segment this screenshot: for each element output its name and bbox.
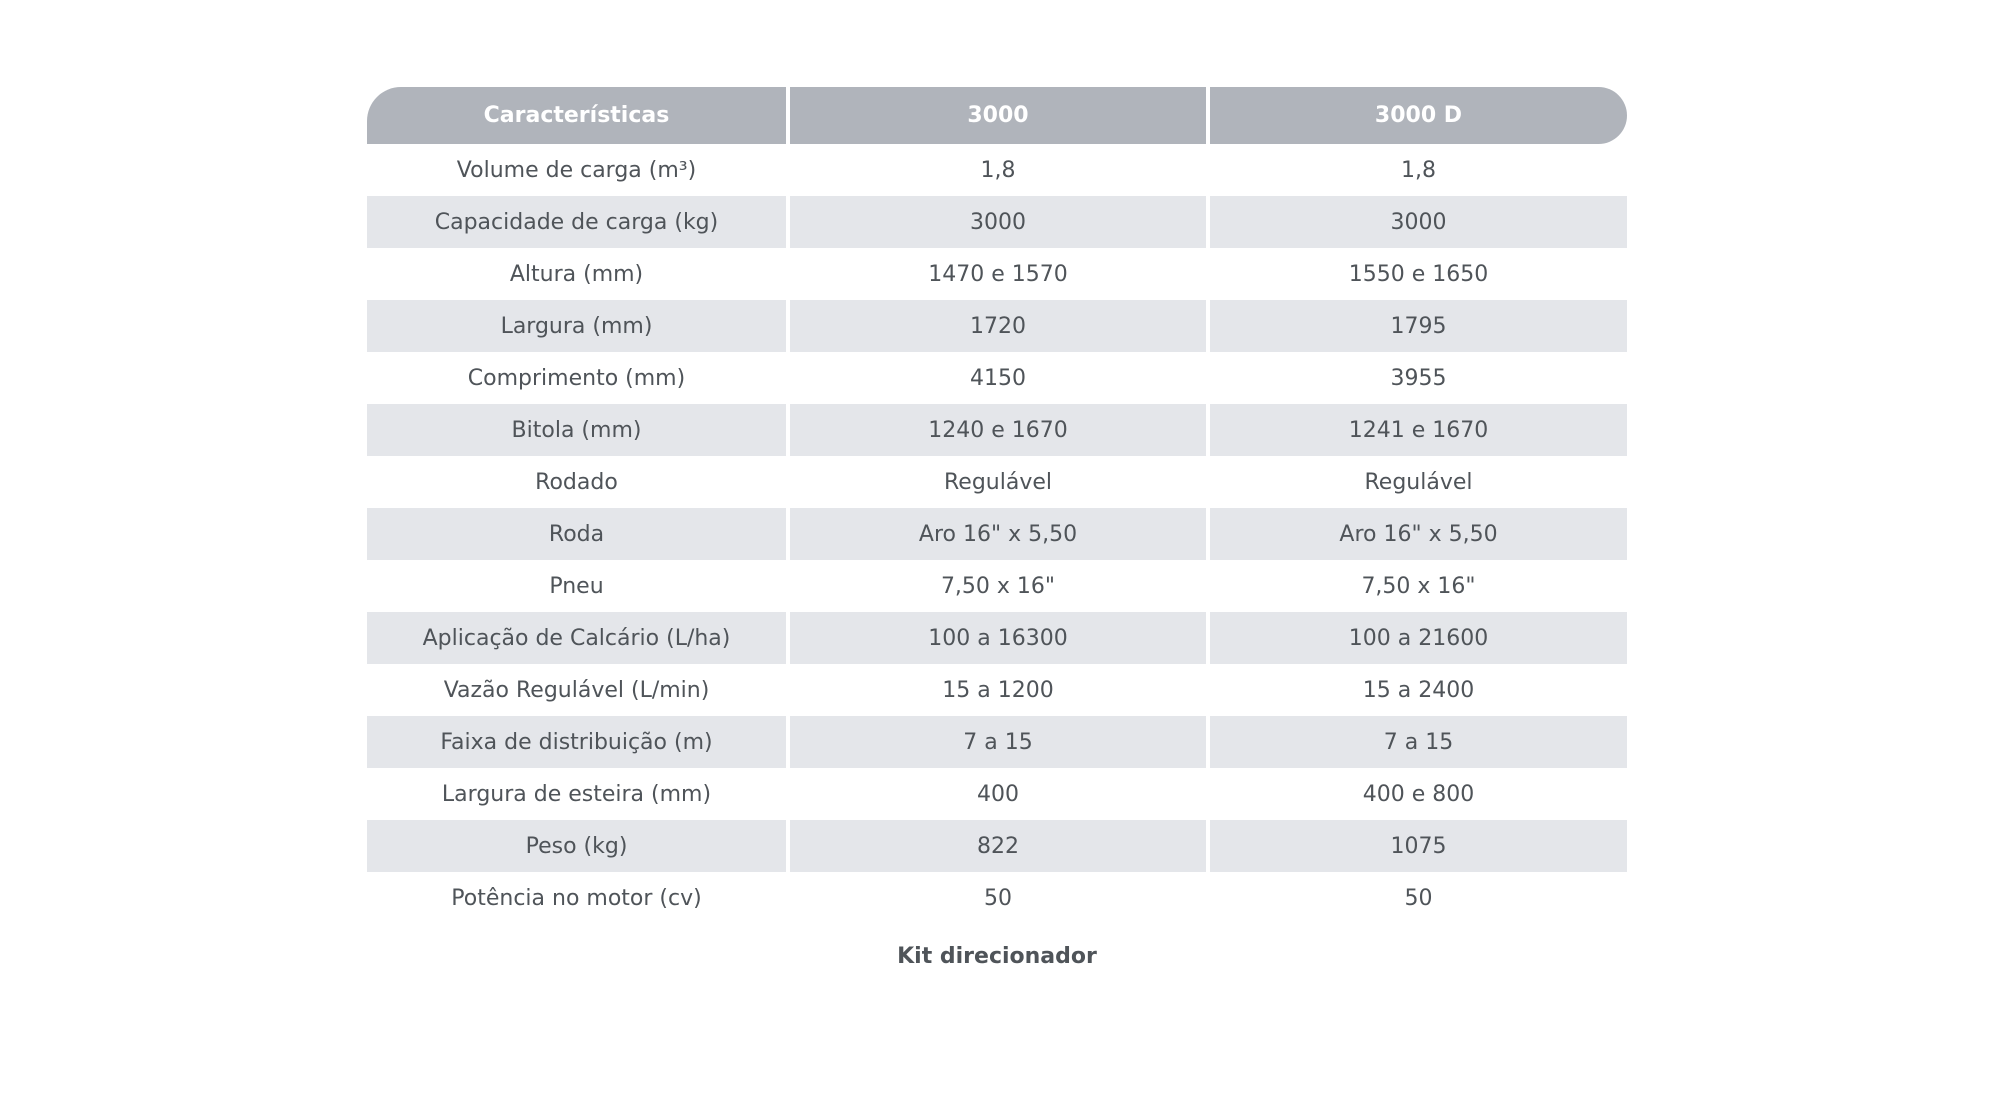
header-cell-model-3000: 3000	[790, 87, 1206, 144]
row-label: Potência no motor (cv)	[451, 885, 702, 911]
row-value-3000d: 100 a 21600	[1210, 612, 1627, 664]
row-label: Peso (kg)	[367, 820, 786, 872]
row-value-3000d: 1075	[1210, 820, 1627, 872]
table-row	[367, 456, 1627, 508]
row-value-3000d: 1,8	[1401, 157, 1436, 183]
row-value-3000: 3000	[790, 196, 1206, 248]
table-row	[367, 300, 1627, 352]
row-value-3000d: 400 e 800	[1362, 781, 1475, 807]
row-label: Pneu	[549, 573, 604, 599]
row-label: Vazão Regulável (L/min)	[443, 677, 710, 703]
row-label: Capacidade de carga (kg)	[367, 196, 786, 248]
row-value-3000d: 50	[1404, 885, 1433, 911]
row-value-3000d: Regulável	[1364, 469, 1473, 495]
table-row	[367, 404, 1627, 456]
header-cell-characteristics: Características	[367, 87, 786, 144]
header-cell-model-3000d: 3000 D	[1210, 87, 1627, 144]
table-row	[367, 820, 1627, 872]
row-value-3000d: 7,50 x 16"	[1361, 573, 1476, 599]
spec-table	[367, 87, 1627, 924]
row-value-3000: 1240 e 1670	[790, 404, 1206, 456]
row-value-3000d: 7 a 15	[1210, 716, 1627, 768]
row-label: Comprimento (mm)	[467, 365, 686, 391]
row-value-3000: 100 a 16300	[790, 612, 1206, 664]
table-row	[367, 196, 1627, 248]
table-row	[367, 612, 1627, 664]
row-value-3000d: 1241 e 1670	[1210, 404, 1627, 456]
row-value-3000: 1470 e 1570	[928, 261, 1068, 287]
row-label: Bitola (mm)	[367, 404, 786, 456]
row-value-3000: Regulável	[943, 469, 1052, 495]
table-row	[367, 248, 1627, 300]
row-value-3000: 400	[977, 781, 1019, 807]
row-label: Roda	[367, 508, 786, 560]
row-label: Largura de esteira (mm)	[441, 781, 712, 807]
row-value-3000: 15 a 1200	[942, 677, 1054, 703]
row-label: Altura (mm)	[509, 261, 644, 287]
row-value-3000: 7,50 x 16"	[940, 573, 1056, 599]
row-value-3000d: 3000	[1210, 196, 1627, 248]
row-value-3000: 1,8	[980, 157, 1016, 183]
row-value-3000d: 3955	[1390, 365, 1447, 391]
table-header-row	[367, 87, 1627, 144]
row-value-3000d: Aro 16" x 5,50	[1210, 508, 1627, 560]
table-row	[367, 508, 1627, 560]
row-label: Volume de carga (m³)	[456, 157, 697, 183]
row-value-3000: 50	[984, 885, 1012, 911]
row-label: Largura (mm)	[367, 300, 786, 352]
row-value-3000: 7 a 15	[790, 716, 1206, 768]
row-value-3000d: 15 a 2400	[1362, 677, 1475, 703]
footer-note: Kit direcionador	[897, 944, 1097, 969]
table-row	[367, 144, 1627, 196]
row-value-3000: Aro 16" x 5,50	[790, 508, 1206, 560]
row-value-3000d: 1550 e 1650	[1348, 261, 1489, 287]
table-row	[367, 768, 1627, 820]
table-row	[367, 716, 1627, 768]
table-row	[367, 352, 1627, 404]
row-value-3000d: 1795	[1210, 300, 1627, 352]
row-value-3000: 822	[790, 820, 1206, 872]
table-row	[367, 560, 1627, 612]
row-label: Aplicação de Calcário (L/ha)	[367, 612, 786, 664]
table-row	[367, 872, 1627, 924]
row-value-3000: 4150	[970, 365, 1026, 391]
row-label: Rodado	[535, 469, 618, 495]
table-row	[367, 664, 1627, 716]
row-label: Faixa de distribuição (m)	[367, 716, 786, 768]
row-value-3000: 1720	[790, 300, 1206, 352]
